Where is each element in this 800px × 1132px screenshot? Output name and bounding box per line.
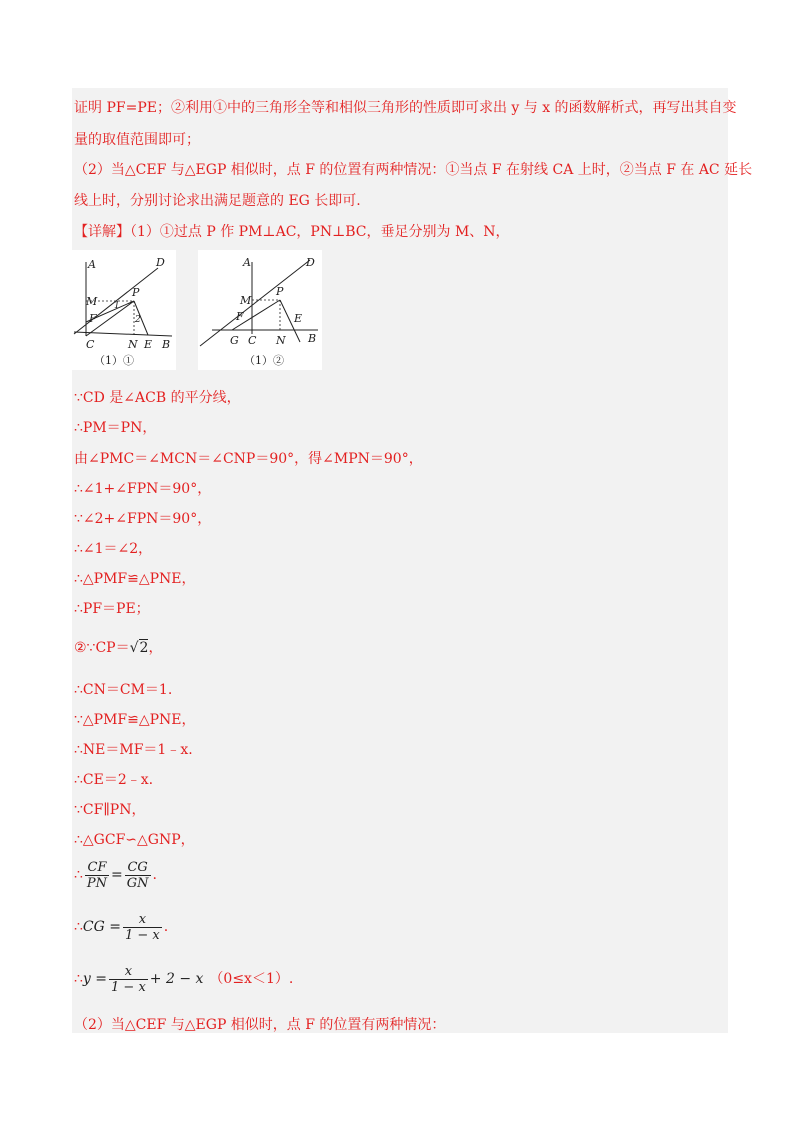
fraction-denominator: 1 − x — [111, 979, 146, 995]
text-line-16: ∵△PMF≌△PNE， — [74, 712, 196, 728]
fig1-caption: （1）① — [94, 354, 134, 367]
text-line-23 — [74, 962, 293, 996]
fraction-cg-gn — [125, 860, 151, 891]
text-line-21 — [74, 858, 157, 892]
text-line-15: ∴CN＝CM＝1. — [74, 682, 173, 698]
figure-1 — [72, 250, 176, 370]
figure-2 — [198, 250, 322, 370]
fig1-label-b: B — [162, 338, 171, 351]
fraction-x-over-1-minus-x — [109, 964, 148, 995]
fig2-label-g: G — [230, 334, 239, 347]
fig2-caption: （1）② — [244, 354, 284, 367]
line22-prefix: ∴ — [74, 919, 83, 935]
text-line-8: 由∠PMC＝∠MCN＝∠CNP＝90°，得∠MPN＝90°， — [74, 451, 423, 467]
fig1-label-n: N — [128, 338, 138, 351]
text-line-19: ∵CF∥PN， — [74, 802, 146, 818]
text-line-17: ∴NE＝MF＝1﹣x. — [74, 742, 193, 758]
text-line-12: ∴△PMF≌△PNE， — [74, 571, 196, 587]
line14-suffix: ， — [148, 640, 163, 656]
text-line-4: 线上时，分别讨论求出满足题意的 EG 长即可. — [74, 193, 361, 209]
fraction-numerator: x — [138, 911, 147, 927]
fig1-label-e: E — [144, 338, 153, 351]
text-line-7: ∴PM＝PN， — [74, 420, 157, 436]
fig1-label-p: P — [132, 286, 140, 299]
fig2-label-a: A — [243, 256, 251, 269]
fig2-label-n: N — [276, 334, 286, 347]
fig1-label-a: A — [88, 258, 96, 271]
fig1-label-f: F — [89, 312, 97, 325]
text-line-5: 【详解】（1）①过点 P 作 PM⊥AC，PN⊥BC，垂足分别为 M、N， — [74, 224, 510, 240]
fraction-numerator: CF — [87, 859, 107, 875]
fraction-numerator: x — [124, 963, 133, 979]
fig2-label-m: M — [240, 294, 252, 307]
line22-suffix: . — [163, 919, 169, 935]
text-line-14 — [74, 638, 162, 658]
fig1-label-2: 2 — [135, 315, 141, 325]
y-lhs: y = — [82, 971, 108, 987]
fraction-denominator: PN — [86, 875, 108, 891]
sqrt-radicand: 2 — [139, 640, 149, 656]
fig2-label-f: F — [236, 310, 244, 323]
text-line-13: ∴PF＝PE； — [74, 601, 150, 617]
fig2-label-e: E — [294, 312, 303, 325]
equals-sign: = — [111, 867, 123, 883]
domain-condition: （0≤x＜1）. — [209, 971, 294, 987]
line21-suffix: . — [152, 867, 157, 883]
line21-prefix: ∴ — [74, 867, 83, 883]
text-line-6: ∵CD 是∠ACB 的平分线， — [74, 390, 241, 406]
text-line-20: ∴△GCF∽△GNP， — [74, 832, 195, 848]
line23-prefix: ∴ — [74, 971, 83, 987]
y-rest: + 2 − x — [149, 971, 204, 987]
text-line-3: （2）当△CEF 与△EGP 相似时，点 F 的位置有两种情况：①当点 F 在射线 CA 上时，②当点 F 在 AC 延长 — [74, 162, 753, 178]
text-line-1: 证明 PF=PE；②利用①中的三角形全等和相似三角形的性质即可求出 y 与 x 的函数解析式，再写出其自变 — [74, 100, 737, 116]
figure-2-diagram — [198, 250, 322, 370]
text-line-11: ∴∠1＝∠2， — [74, 541, 153, 557]
text-line-2: 量的取值范围即可； — [74, 132, 200, 148]
text-line-24: （2）当△CEF 与△EGP 相似时，点 F 的位置有两种情况： — [74, 1017, 446, 1033]
cg-lhs: CG = — [82, 919, 121, 935]
text-line-10: ∵∠2+∠FPN＝90°， — [74, 511, 212, 527]
line14-prefix: ②∵CP＝ — [74, 640, 130, 656]
fig1-label-1: 1 — [114, 301, 120, 311]
fraction-cf-pn — [85, 860, 109, 891]
text-line-18: ∴CE＝2﹣x. — [74, 772, 154, 788]
fig2-label-b: B — [308, 332, 317, 345]
fraction-denominator: GN — [126, 875, 149, 891]
fig2-label-p: P — [276, 285, 284, 298]
fig2-label-d: D — [306, 256, 315, 269]
fraction-x-over-1-minus-x — [123, 912, 162, 943]
sqrt-two: √2 — [129, 640, 149, 656]
figure-1-diagram — [72, 250, 176, 370]
fig2-label-c: C — [248, 334, 257, 347]
fig1-label-d: D — [156, 256, 165, 269]
fig1-label-m: M — [86, 295, 98, 308]
text-line-22 — [74, 910, 168, 944]
fraction-numerator: CG — [127, 859, 148, 875]
fig1-label-c: C — [86, 338, 95, 351]
fraction-denominator: 1 − x — [125, 927, 160, 943]
text-line-9: ∴∠1+∠FPN＝90°， — [74, 481, 212, 497]
